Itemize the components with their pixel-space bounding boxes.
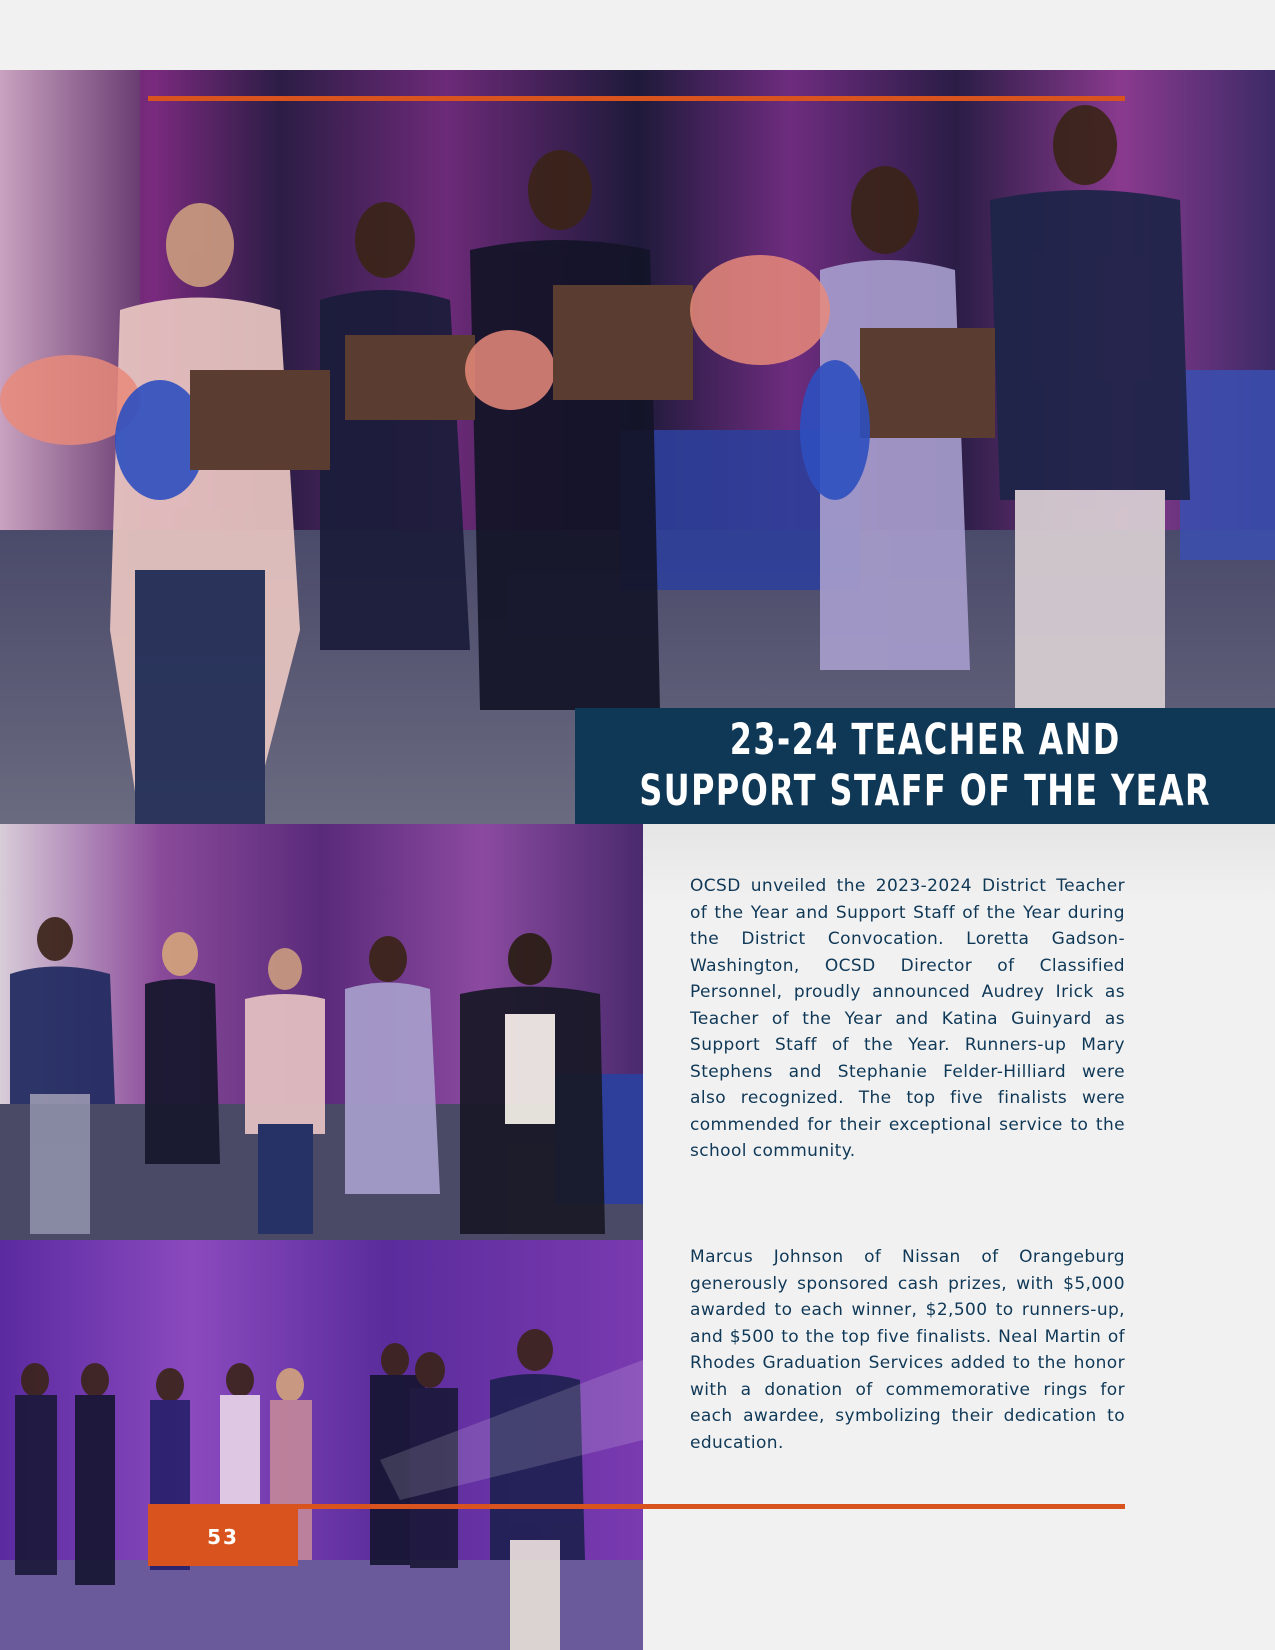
article-paragraph-2: Marcus Johnson of Nissan of Orangeburg generously sponsored cash prizes, with $5,000 awarded to each winner, $2,500 to runners-up, and $500 to the top five finalists. Neal Martin of Rhodes Graduation Services added to the honor with a donation of commemorative rings for each awardee, symbolizing their dedication to education.	[690, 1247, 1125, 1453]
page-number-badge	[148, 1508, 298, 1566]
page-number: 53	[207, 1525, 239, 1549]
article-paragraph-1: OCSD unveiled the 2023-2024 District Teacher of the Year and Support Staff of the Year during the District Convocation. Loretta Gadson-Washington, OCSD Director of Classified Personnel, proudly announced Audrey Irick as Teacher of the Year and Katina Guinyard as Support Staff of the Year. Runners-up Mary Stephens and Stephanie Felder-Hilliard were also recognized. The top five finalists were commended for their exceptional service to the school community.	[690, 876, 1125, 1161]
finalists-stage-photo	[0, 1240, 643, 1650]
article-title-line-2: SUPPORT STAFF OF THE YEAR	[639, 766, 1211, 816]
article-title-banner	[575, 708, 1275, 824]
article-title-line-1: 23-24 TEACHER AND	[729, 715, 1121, 765]
top-accent-rule	[148, 96, 1125, 101]
finalists-group-photo	[0, 824, 643, 1240]
